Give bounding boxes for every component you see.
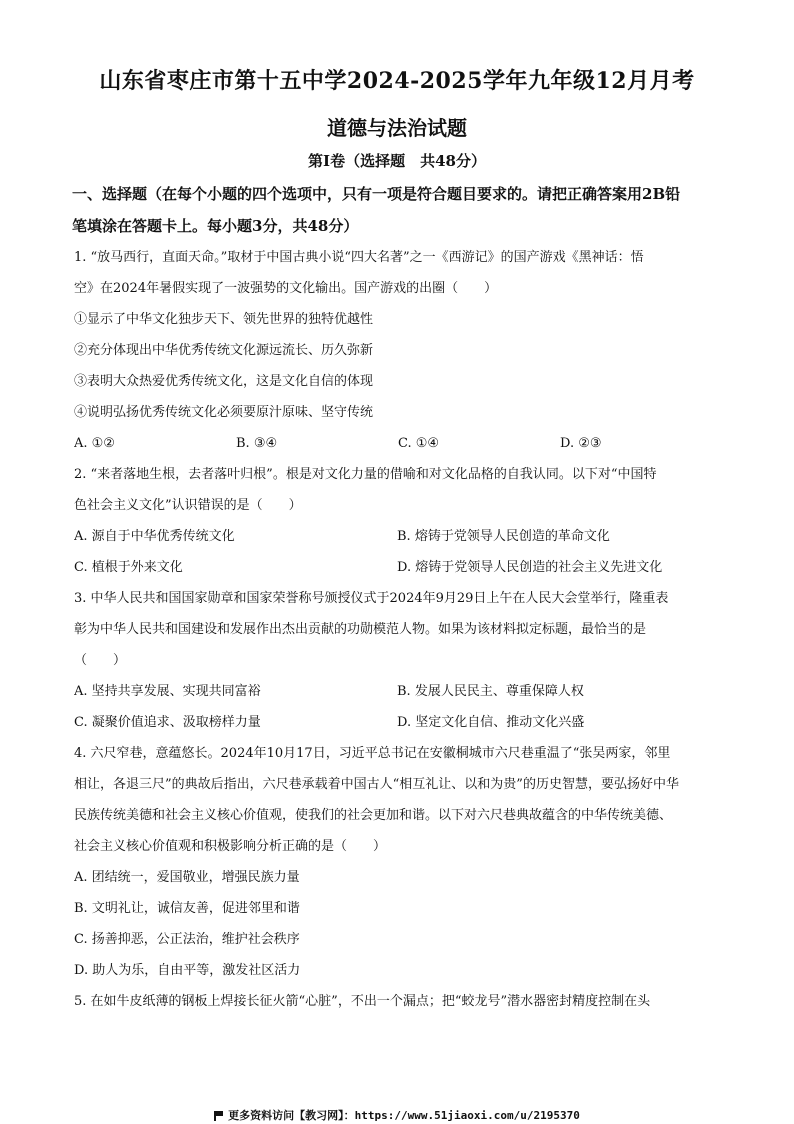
- answer-options: [74, 707, 728, 738]
- option-b: B. 文明礼让，诚信友善，促进邻里和谐: [74, 901, 300, 916]
- option-c: C. 凝聚价值追求、汲取榜样力量: [74, 715, 261, 730]
- question-stem: 民族传统美德和社会主义核心价值观，使我们的社会更加和谐。以下对六尺巷典故蕴含的中华传统美德、: [74, 808, 673, 823]
- option-a: A. 坚持共享发展、实现共同富裕: [74, 684, 261, 699]
- exam-title: 山东省枣庄市第十五中学2024-2025学年九年级12月月考: [99, 68, 695, 94]
- answer-options: [74, 552, 728, 583]
- option-a: A. 团结统一，爱国敬业，增强民族力量: [74, 870, 300, 885]
- volume-label: 第Ⅰ卷（选择题 共48分）: [308, 152, 486, 170]
- question-1: [74, 242, 728, 459]
- answer-options: [74, 676, 728, 707]
- question-stem: 1. “放马西行，直面天命。”取材于中国古典小说“四大名著”之一《西游记》的国产游戏《黑神话：悟: [74, 250, 644, 265]
- statement-3: ③表明大众热爱优秀传统文化，这是文化自信的体现: [74, 374, 374, 389]
- question-stem: 5. 在如牛皮纸薄的钢板上焊接长征火箭“心脏”，不出一个漏点；把“蛟龙号”潜水器密封精度控制在头: [74, 994, 651, 1009]
- question-stem: 色社会主义文化”认识错误的是（ ）: [74, 498, 302, 513]
- footer-text: 更多资料访问【教习网】：https://www.51jiaoxi.com/u/2195370: [228, 1109, 580, 1122]
- question-2: [74, 459, 728, 583]
- question-4: [74, 738, 728, 986]
- question-stem: 2. “来者落地生根，去者落叶归根”。根是对文化力量的借喻和对文化品格的自我认同。以下对“中国特: [74, 467, 657, 482]
- option-b: B. ③④: [236, 436, 278, 451]
- question-list: [74, 242, 728, 1017]
- question-stem: 3. 中华人民共和国国家勋章和国家荣誉称号颁授仪式于2024年9月29日上午在人民大会堂举行，隆重表: [74, 591, 669, 606]
- footer-link[interactable]: [0, 1107, 794, 1123]
- exam-subject-title: 道德与法治试题: [327, 116, 467, 140]
- question-stem: 社会主义核心价值观和积极影响分析正确的是（ ）: [74, 839, 387, 854]
- question-stem: 4. 六尺窄巷，意蕴悠长。2024年10月17日，习近平总书记在安徽桐城市六尺巷重温了“张吴两家，邻里: [74, 746, 671, 761]
- option-c: C. 植根于外来文化: [74, 560, 183, 575]
- answer-options: [74, 521, 728, 552]
- option-a: A. 源自于中华优秀传统文化: [74, 529, 235, 544]
- option-b: B. 发展人民民主、尊重保障人权: [397, 684, 584, 699]
- question-stem: （ ）: [74, 653, 127, 668]
- question-5: [74, 986, 728, 1017]
- option-d: D. ②③: [560, 436, 602, 451]
- option-d: D. 坚定文化自信、推动文化兴盛: [397, 715, 585, 730]
- option-b: B. 熔铸于党领导人民创造的革命文化: [397, 529, 610, 544]
- question-3: [74, 583, 728, 738]
- option-d: D. 助人为乐，自由平等，激发社区活力: [74, 963, 301, 978]
- option-c: C. 扬善抑恶，公正法治，维护社会秩序: [74, 932, 300, 947]
- answer-options: [74, 428, 728, 459]
- question-stem: 空》在2024年暑假实现了一波强势的文化输出。国产游戏的出圈（ ）: [74, 281, 498, 296]
- section-heading: [72, 178, 732, 242]
- section-heading-line-2: 笔填涂在答题卡上。每小题3分，共48分）: [72, 217, 359, 235]
- statement-2: ②充分体现出中华优秀传统文化源远流长、历久弥新: [74, 343, 374, 358]
- question-stem: 相让，各退三尺”的典故后指出，六尺巷承载着中国古人“相互礼让、以和为贵”的历史智慧，要弘扬好中华: [74, 777, 679, 792]
- flag-icon: [214, 1111, 224, 1120]
- option-d: D. 熔铸于党领导人民创造的社会主义先进文化: [397, 560, 663, 575]
- question-stem: 彰为中华人民共和国建设和发展作出杰出贡献的功勋模范人物。如果为该材料拟定标题，最恰当的是: [74, 622, 647, 637]
- statement-1: ①显示了中华文化独步天下、领先世界的独特优越性: [74, 312, 374, 327]
- option-a: A. ①②: [74, 436, 115, 451]
- section-heading-line-1: 一、选择题（在每个小题的四个选项中，只有一项是符合题目要求的。请把正确答案用2B铅: [72, 185, 681, 203]
- statement-4: ④说明弘扬优秀传统文化必须要原汁原味、坚守传统: [74, 405, 374, 420]
- option-c: C. ①④: [398, 436, 440, 451]
